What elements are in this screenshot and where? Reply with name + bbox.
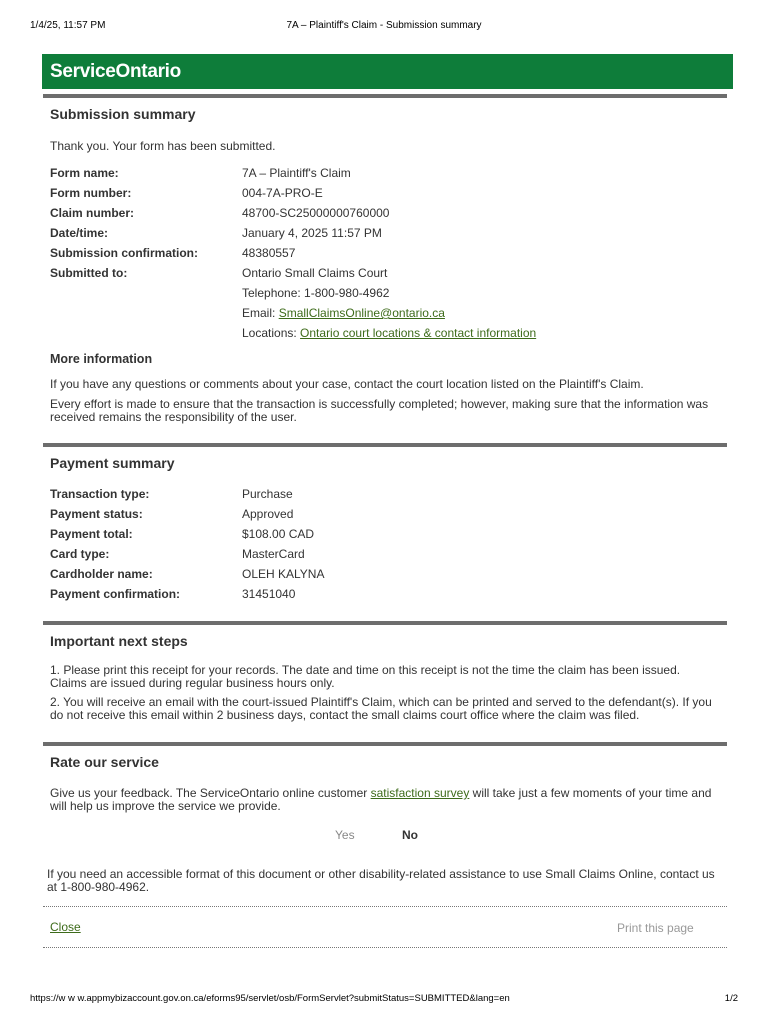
form-name-row (50, 166, 719, 182)
payment-total-value: $108.00 CAD (242, 527, 315, 541)
print-this-page-link[interactable]: Print this page (617, 921, 694, 935)
form-name-value: 7A – Plaintiff's Claim (242, 166, 351, 180)
submission-summary-section (43, 94, 727, 444)
submission-summary-title: Submission summary (50, 106, 196, 122)
more-information-text-2: Every effort is made to ensure that the transaction is successfully completed; however, making sure that the information was received remains the responsibility of the user. (50, 397, 709, 424)
submission-confirmation-row (50, 246, 719, 262)
claim-number-label: Claim number: (50, 206, 135, 220)
court-telephone: Telephone: 1-800-980-4962 (242, 286, 390, 300)
payment-summary-title: Payment summary (50, 455, 175, 471)
more-information-heading: More information (50, 352, 153, 366)
next-step-2: 2. You will receive an email with the court-issued Plaintiff's Claim, which can be printed and served to the defendant(s). If you do not receive this email within 2 business days, contact the small claims court office where the claim was filed. (50, 695, 712, 722)
transaction-type-row (50, 487, 719, 503)
court-email-prefix: Email: (242, 306, 279, 320)
payment-status-value: Approved (242, 507, 294, 521)
card-type-row (50, 547, 719, 563)
more-information-text-1: If you have any questions or comments about your case, contact the court location listed on the Plaintiff's Claim. (50, 377, 644, 391)
transaction-type-value: Purchase (242, 487, 293, 501)
payment-total-label: Payment total: (50, 527, 133, 541)
submission-confirmation-value: 48380557 (242, 246, 296, 260)
rate-yes-button[interactable]: Yes (335, 828, 355, 842)
payment-status-label: Payment status: (50, 507, 143, 521)
date-time-label: Date/time: (50, 226, 109, 240)
court-locations-link[interactable]: Ontario court locations & contact information (300, 326, 537, 340)
serviceontario-logo: ServiceOntario (50, 61, 181, 82)
divider-top (43, 906, 727, 907)
next-steps-title: Important next steps (50, 633, 188, 649)
submitted-to-label: Submitted to: (50, 266, 128, 280)
rate-no-button[interactable]: No (402, 828, 418, 842)
next-step-1: 1. Please print this receipt for your records. The date and time on this receipt is not the time the claim has been issued. Claims are issued during regular business hours only. (50, 663, 681, 690)
date-time-row (50, 226, 719, 242)
payment-confirmation-value: 31451040 (242, 587, 296, 601)
thank-you-message: Thank you. Your form has been submitted. (50, 139, 276, 153)
card-type-value: MasterCard (242, 547, 305, 561)
print-url: https://w w w.appmybizaccount.gov.on.ca/eforms95/servlet/osb/FormServlet?submitStatus=SUBMITTED&lang=en (30, 993, 510, 1004)
submitted-to-value: Ontario Small Claims Court (242, 266, 388, 280)
form-number-row (50, 186, 719, 202)
court-telephone-row (50, 286, 719, 302)
print-page-title: 7A – Plaintiff's Claim - Submission summary (286, 20, 482, 31)
payment-confirmation-row (50, 587, 719, 603)
court-email (242, 306, 445, 320)
cardholder-name-row (50, 567, 719, 583)
court-locations (242, 326, 536, 340)
cardholder-name-label: Cardholder name: (50, 567, 153, 581)
print-datetime: 1/4/25, 11:57 PM (30, 20, 106, 31)
rate-service-section (43, 742, 727, 813)
submitted-to-row (50, 266, 719, 282)
form-name-label: Form name: (50, 166, 119, 180)
form-number-label: Form number: (50, 186, 132, 200)
court-locations-prefix: Locations: (242, 326, 301, 340)
claim-number-row (50, 206, 719, 222)
divider-bottom (43, 947, 727, 948)
court-locations-row (50, 326, 719, 342)
court-email-row (50, 306, 719, 322)
court-email-link[interactable]: SmallClaimsOnline@ontario.ca (278, 306, 445, 320)
date-time-value: January 4, 2025 11:57 PM (242, 226, 382, 240)
print-page-number: 1/2 (724, 993, 738, 1004)
claim-number-value: 48700-SC25000000760000 (242, 206, 390, 220)
payment-summary-section (43, 443, 727, 621)
submission-confirmation-label: Submission confirmation: (50, 246, 199, 260)
accessibility-note: If you need an accessible format of this document or other disability-related assistance to use Small Claims Online, contact us at 1-800-980-4962. (47, 867, 715, 894)
close-link[interactable]: Close (50, 920, 81, 934)
payment-status-row (50, 507, 719, 523)
satisfaction-survey-link[interactable]: satisfaction survey (370, 786, 470, 800)
rate-text-after: will take just a few moments of your time and will help us improve the service we provide. (50, 786, 712, 813)
payment-confirmation-label: Payment confirmation: (50, 587, 181, 601)
rate-service-title: Rate our service (50, 754, 159, 770)
rate-service-text (50, 787, 719, 813)
next-steps-section (43, 621, 727, 743)
transaction-type-label: Transaction type: (50, 487, 150, 501)
form-number-value: 004-7A-PRO-E (242, 186, 323, 200)
payment-total-row (50, 527, 719, 543)
print-header (30, 20, 738, 34)
rate-text-before: Give us your feedback. The ServiceOntario online customer (50, 786, 371, 800)
cardholder-name-value: OLEH KALYNA (242, 567, 325, 581)
serviceontario-banner (42, 54, 733, 89)
card-type-label: Card type: (50, 547, 110, 561)
